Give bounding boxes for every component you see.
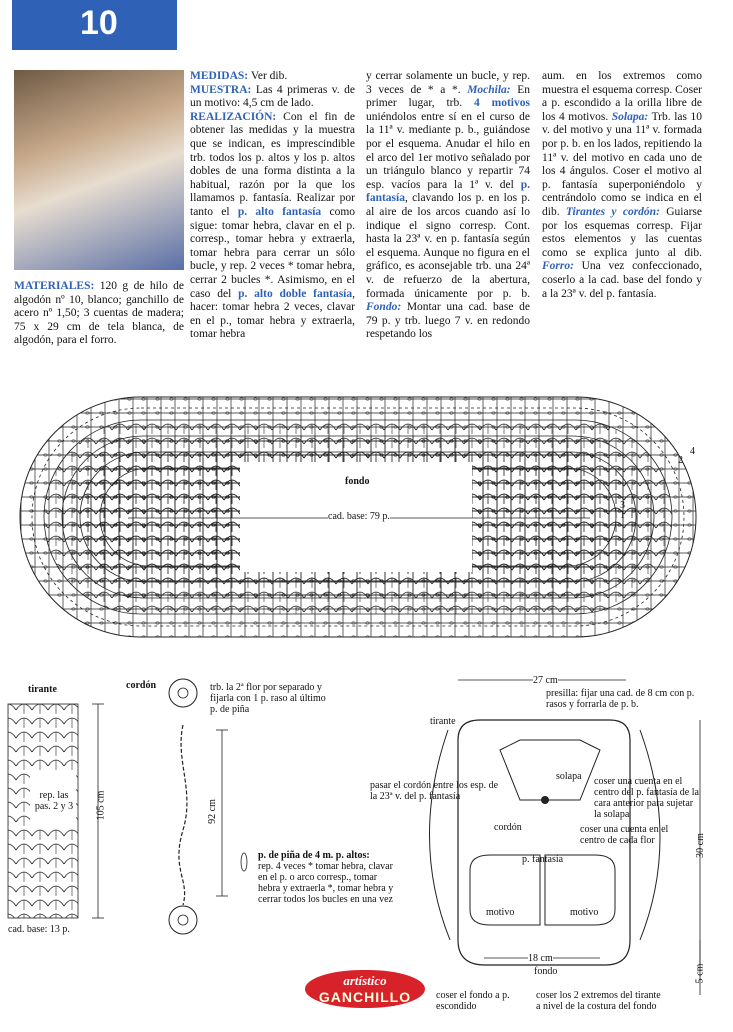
bag-pasar: pasar el cordón entre los esp. de la 23ª v. del p. fantasía — [370, 780, 499, 802]
cordon-flower-note: trb. la 2ª flor por separado y fijarla con 1 p. raso al último p. de piña — [210, 682, 326, 715]
fondo-label: Fondo: — [366, 301, 402, 314]
col3-text-5: Montar una cad. base de 79 p. y trb. luego 7 v. en redondo respetando los — [366, 301, 530, 341]
col3-text-2: En primer lugar, trb. — [366, 83, 531, 110]
bag-presilla: presilla: fijar una cad. de 8 cm con p. rasos y forrarla de p. b. — [546, 688, 695, 710]
pina-title: p. de piña de 4 m. p. altos: — [258, 850, 370, 861]
col3-text-1: y cerrar solamente un bucle, y rep. 3 veces de * a *. — [366, 70, 530, 96]
round-mark-3: 3 — [620, 500, 625, 511]
realization-label: REALIZACIÓN: — [190, 110, 277, 123]
sample-label: MUESTRA: — [190, 83, 252, 96]
bag-solapa: solapa — [556, 771, 582, 782]
col4-text-3: Guiarse por los esquemas corresp. Fijar estos elementos y las cuentas como se explica junto al dib. — [542, 205, 702, 259]
pina-text: rep. 4 veces * tomar hebra, clavar en el p. o arco corresp., tomar hebra y extraerla *, tomar hebra y cerrar todos los bucles en una vez — [258, 861, 394, 905]
bag-motivo-2: motivo — [570, 907, 599, 918]
realization-text: Con el fin de obtener las medidas y la muestra que se indican, es imprescindible trb. todos los p. altos y los p. altos dobles de una forma distinta a la habitual, razón por la que los llamamos p. fantasía. Realizar por tanto el — [190, 110, 355, 218]
bag-tirante: tirante — [430, 716, 456, 727]
bag-coser-fondo: coser el fondo a p. escondido — [436, 990, 510, 1012]
forro-label: Forro: — [542, 260, 574, 273]
logo-line-2: GANCHILLO — [318, 989, 412, 1005]
logo-line-1: artístico — [343, 973, 387, 988]
bag-coser-extremos: coser los 2 extremos del tirante a nivel de la costura del fondo — [536, 990, 661, 1012]
term-alto-fantasia: p. alto fantasía — [237, 205, 322, 218]
bag-cuenta-2: coser una cuenta en el centro de cada flor — [580, 824, 669, 846]
tirante-rep: rep. las pas. 2 y 3 — [34, 790, 74, 812]
measures-label: MEDIDAS: — [190, 70, 249, 82]
solapa-label: Solapa: — [611, 110, 649, 123]
col3-text-3: uniéndolos entre sí en el curso de la 11ª v. mediante p. b., guiándose por el esquema. Anudar el hilo en el arco del 1er motivo señalado por un triángulo blanco y repartir 74 esp. vacíos para la 1ª v. del — [366, 110, 530, 191]
bag-width: 27 cm — [533, 675, 558, 686]
round-mark-4: 4 — [690, 446, 695, 457]
cordon-title: cordón — [126, 680, 156, 691]
realization-text-3: , hacer: tomar hebra 2 veces, clavar en el p., tomar hebra y extraerla, tomar hebra — [190, 287, 356, 341]
motivos-label: 4 motivos — [474, 97, 530, 110]
tirante-length: 105 cm — [95, 790, 107, 821]
bag-height: 30 cm — [694, 833, 706, 858]
tirantes-label: Tirantes y cordón: — [565, 205, 660, 218]
cordon-length: 92 cm — [206, 799, 218, 824]
col4-text-1: aum. en los extremos como muestra el esquema corresp. Coser a p. escondido a la orilla libre de los 4 motivos. — [542, 70, 702, 123]
bag-cuenta-1: coser una cuenta en el centro del p. fantasía de la cara anterior para sujetar la solapa — [594, 776, 699, 820]
bag-fantasia: p. fantasía — [522, 854, 564, 865]
page-number: 10 — [80, 4, 118, 42]
tirante-base: cad. base: 13 p. — [8, 924, 70, 935]
realization-text-2: como sigue: tomar hebra, clavar en el p. corresp., tomar hebra y extraerla, tomar hebra para cerrar un sólo bucle, y rep. 2 veces * tomar hebra, cerrar 2 bucles *. Asimismo, en el caso del — [190, 205, 356, 300]
fantasia-term: p. fantasía — [366, 178, 530, 205]
bag-bottom-width: 18 cm — [528, 953, 553, 964]
col4-text-2: Trb. las 10 v. del motivo y una 11ª v. formada por p. b. en los lados, repitiendo la 11ª v. del motivo en cada uno de los 4 ángulos. Coser el motivo al p. fantasía superponiéndolo y centrándolo como se indica en el dib. — [542, 110, 703, 218]
col4-text-4: Una vez confeccionado, coserlo a la cad. base del fondo y a la 23ª v. del p. fantasía. — [542, 260, 702, 300]
bag-fondo-height: 5 cm — [694, 963, 706, 984]
col3-text-4: , clavando los p. en los p. al aire de los arcos cuando así lo indique el signo corresp. Cont. hasta la 23ª v. en p. fantasía según el esquema. Aunque no figura en el gráfico, es aconsejable trb. una 24ª v. de refuerzo de la abertura, formada únicamente por p. b. — [366, 192, 530, 300]
fondo-title: fondo — [345, 476, 370, 487]
term-alto-doble: p. alto doble fantasía — [238, 287, 353, 300]
measures-text: Ver dib. — [250, 70, 288, 82]
brand-logo — [305, 970, 425, 1008]
materials-label: MATERIALES: — [14, 280, 95, 292]
round-mark-1: 1 — [620, 510, 625, 521]
fondo-base: cad. base: 79 p. — [328, 511, 390, 522]
sample-text: Las 4 primeras v. de un motivo: 4,5 cm de lado. — [190, 83, 355, 110]
bag-fondo: fondo — [534, 966, 558, 977]
mochila-label: Mochila: — [467, 83, 511, 96]
bag-cordon: cordón — [494, 822, 522, 833]
materials-text: 120 g de hilo de algodón nº 10, blanco; ganchillo de acero nº 1,50; 3 cuentas de madera; 75 x 29 cm de tela blanca, de algodón, para el forro. — [14, 280, 184, 347]
round-mark-2: 2 — [678, 455, 683, 466]
tirante-title: tirante — [28, 684, 57, 695]
bag-motivo-1: motivo — [486, 907, 515, 918]
